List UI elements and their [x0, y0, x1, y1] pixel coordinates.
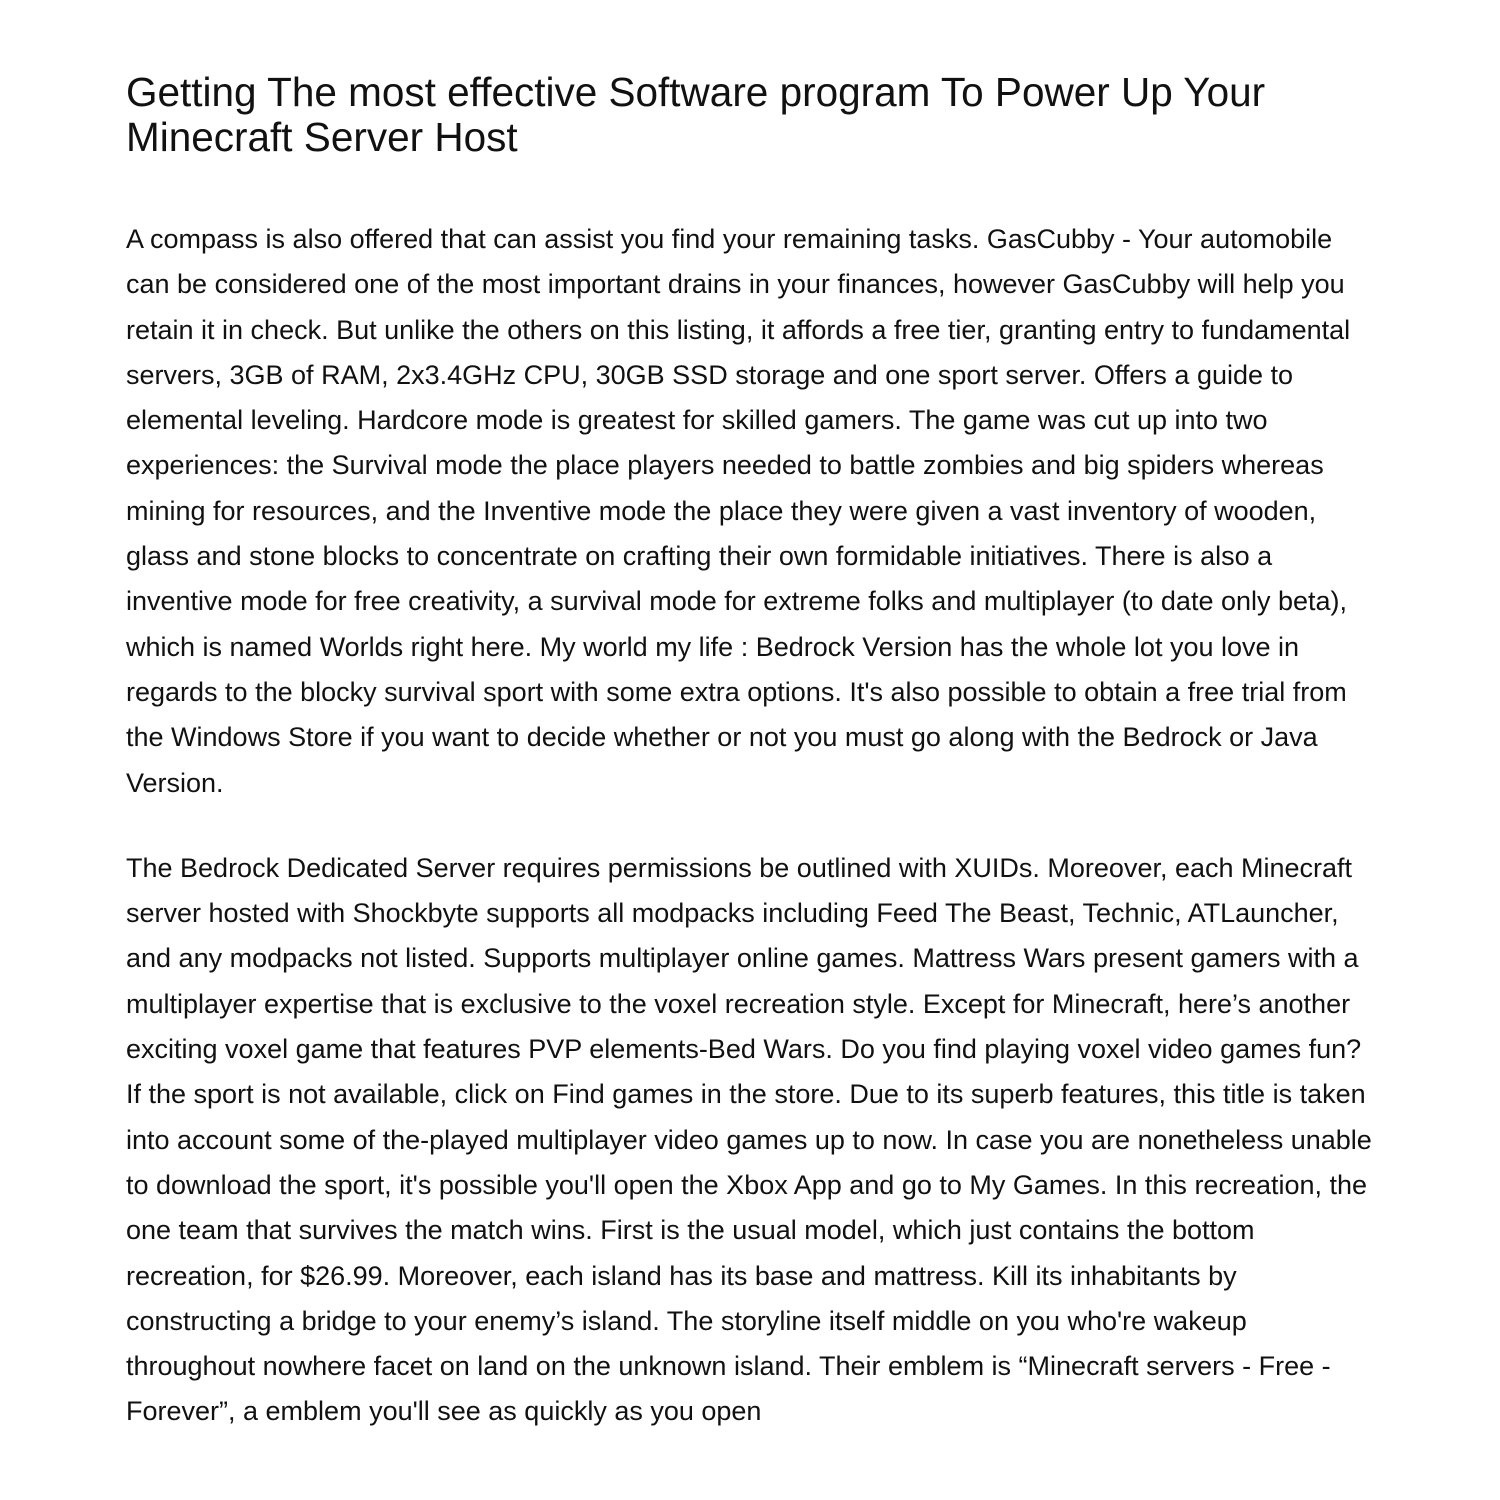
body-paragraph: The Bedrock Dedicated Server requires permissions be outlined with XUIDs. Moreover, each Minecraft server hosted with Shockbyte supports all modpacks including Feed The Beast, Technic, ATLauncher, and any modpacks not listed. Supports multiplayer online games. Mattress Wars present gamers with a multiplayer expertise that is exclusive to the voxel recreation style. Except for Minecraft, here’s another exciting voxel game that features PVP elements-Bed Wars. Do you find playing voxel video games fun? If the sport is not available, click on Find games in the store. Due to its superb features, this title is taken into account some of the-played multiplayer video games up to now. In case you are nonetheless unable to download the sport, it's possible you'll open the Xbox App and go to My Games. In this recreation, the one team that survives the match wins. First is the usual model, which just contains the bottom recreation, for $26.99. Moreover, each island has its base and mattress. Kill its inhabitants by constructing a bridge to your enemy’s island. The storyline itself middle on you who're wakeup throughout nowhere facet on land on the unknown island. Their emblem is “Minecraft servers - Free - Forever”, a emblem you'll see as quickly as you open [126, 852, 1372, 1427]
body-paragraph: A compass is also offered that can assist you find your remaining tasks. GasCubby - Your automobile can be considered one of the most important drains in your finances, however GasCubby will help you retain it in check. But unlike the others on this listing, it affords a free tier, granting entry to fundamental servers, 3GB of RAM, 2x3.4GHz CPU, 30GB SSD storage and one sport server. Offers a guide to elemental leveling. Hardcore mode is greatest for skilled gamers. The game was cut up into two experiences: the Survival mode the place players needed to battle zombies and big spiders whereas mining for resources, and the Inventive mode the place they were given a vast inventory of wooden, glass and stone blocks to concentrate on crafting their own formidable initiatives. There is also a inventive mode for free creativity, a survival mode for extreme folks and multiplayer (to date only beta), which is named Worlds right here. My world my life : Bedrock Version has the whole lot you love in regards to the blocky survival sport with some extra options. It's also possible to obtain a free trial from the Windows Store if you want to decide whether or not you must go along with the Bedrock or Java Version. [126, 224, 1351, 798]
document-page [126, 70, 1381, 1435]
document-title: Getting The most effective Software program To Power Up Your Minecraft Server Host [126, 69, 1266, 160]
